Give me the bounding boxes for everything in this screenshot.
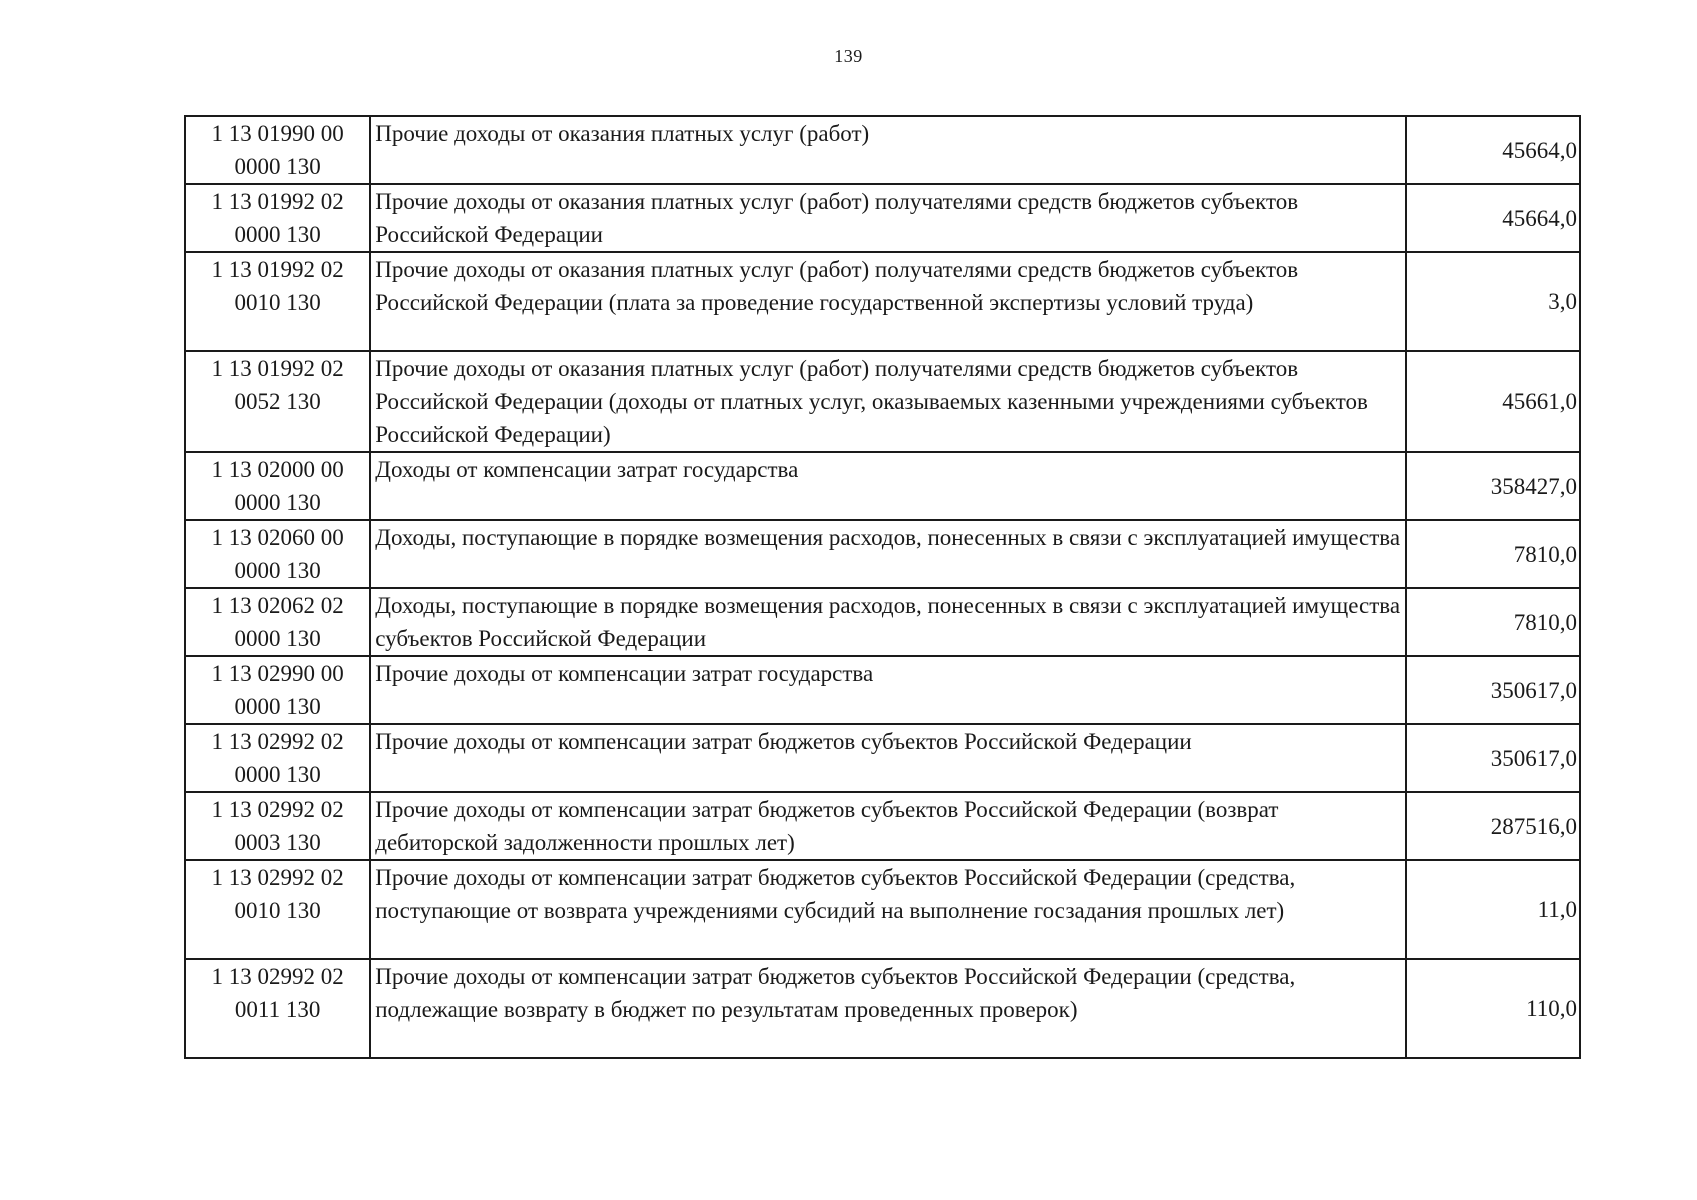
code-cell: 1 13 02062 02 0000 130 [185, 588, 370, 656]
amount-cell: 110,0 [1406, 959, 1580, 1058]
table-row [185, 860, 1580, 959]
code-cell: 1 13 02060 00 0000 130 [185, 520, 370, 588]
table-row [185, 184, 1580, 252]
amount-cell: 358427,0 [1406, 452, 1580, 520]
name-cell: Прочие доходы от компенсации затрат бюджетов субъектов Российской Федерации (возврат дебиторской задолженности прошлых лет) [370, 792, 1405, 860]
amount-cell: 11,0 [1406, 860, 1580, 959]
code-cell: 1 13 01992 02 0000 130 [185, 184, 370, 252]
amount-cell: 350617,0 [1406, 724, 1580, 792]
code-cell: 1 13 02990 00 0000 130 [185, 656, 370, 724]
amount-cell: 7810,0 [1406, 520, 1580, 588]
name-cell: Прочие доходы от оказания платных услуг (работ) получателями средств бюджетов субъектов Российской Федерации (доходы от платных услуг, оказываемых казенными учреждениями субъектов Российской Федерации) [370, 351, 1405, 452]
table-row [185, 452, 1580, 520]
revenue-table [184, 115, 1581, 1059]
amount-cell: 3,0 [1406, 252, 1580, 351]
code-cell: 1 13 02992 02 0010 130 [185, 860, 370, 959]
name-cell: Прочие доходы от оказания платных услуг (работ) получателями средств бюджетов субъектов Российской Федерации [370, 184, 1405, 252]
amount-cell: 45661,0 [1406, 351, 1580, 452]
code-cell: 1 13 01990 00 0000 130 [185, 116, 370, 184]
table-row [185, 252, 1580, 351]
code-cell: 1 13 02992 02 0003 130 [185, 792, 370, 860]
name-cell: Доходы, поступающие в порядке возмещения расходов, понесенных в связи с эксплуатацией имущества субъектов Российской Федерации [370, 588, 1405, 656]
table-row [185, 656, 1580, 724]
page-number: 139 [834, 46, 863, 66]
code-cell: 1 13 01992 02 0010 130 [185, 252, 370, 351]
amount-cell: 45664,0 [1406, 184, 1580, 252]
name-cell: Прочие доходы от компенсации затрат бюджетов субъектов Российской Федерации (средства, поступающие от возврата учреждениями субсидий на выполнение госзадания прошлых лет) [370, 860, 1405, 959]
code-cell: 1 13 01992 02 0052 130 [185, 351, 370, 452]
table-row [185, 959, 1580, 1058]
code-cell: 1 13 02000 00 0000 130 [185, 452, 370, 520]
name-cell: Прочие доходы от оказания платных услуг (работ) [370, 116, 1405, 184]
table-row [185, 724, 1580, 792]
amount-cell: 287516,0 [1406, 792, 1580, 860]
table-row [185, 588, 1580, 656]
code-cell: 1 13 02992 02 0011 130 [185, 959, 370, 1058]
name-cell: Прочие доходы от оказания платных услуг (работ) получателями средств бюджетов субъектов Российской Федерации (плата за проведение государственной экспертизы условий труда) [370, 252, 1405, 351]
name-cell: Доходы от компенсации затрат государства [370, 452, 1405, 520]
table-row [185, 792, 1580, 860]
amount-cell: 7810,0 [1406, 588, 1580, 656]
name-cell: Прочие доходы от компенсации затрат государства [370, 656, 1405, 724]
amount-cell: 45664,0 [1406, 116, 1580, 184]
table-row [185, 116, 1580, 184]
amount-cell: 350617,0 [1406, 656, 1580, 724]
code-cell: 1 13 02992 02 0000 130 [185, 724, 370, 792]
table-row [185, 520, 1580, 588]
name-cell: Доходы, поступающие в порядке возмещения расходов, понесенных в связи с эксплуатацией имущества [370, 520, 1405, 588]
name-cell: Прочие доходы от компенсации затрат бюджетов субъектов Российской Федерации (средства, подлежащие возврату в бюджет по результатам проведенных проверок) [370, 959, 1405, 1058]
table-row [185, 351, 1580, 452]
name-cell: Прочие доходы от компенсации затрат бюджетов субъектов Российской Федерации [370, 724, 1405, 792]
